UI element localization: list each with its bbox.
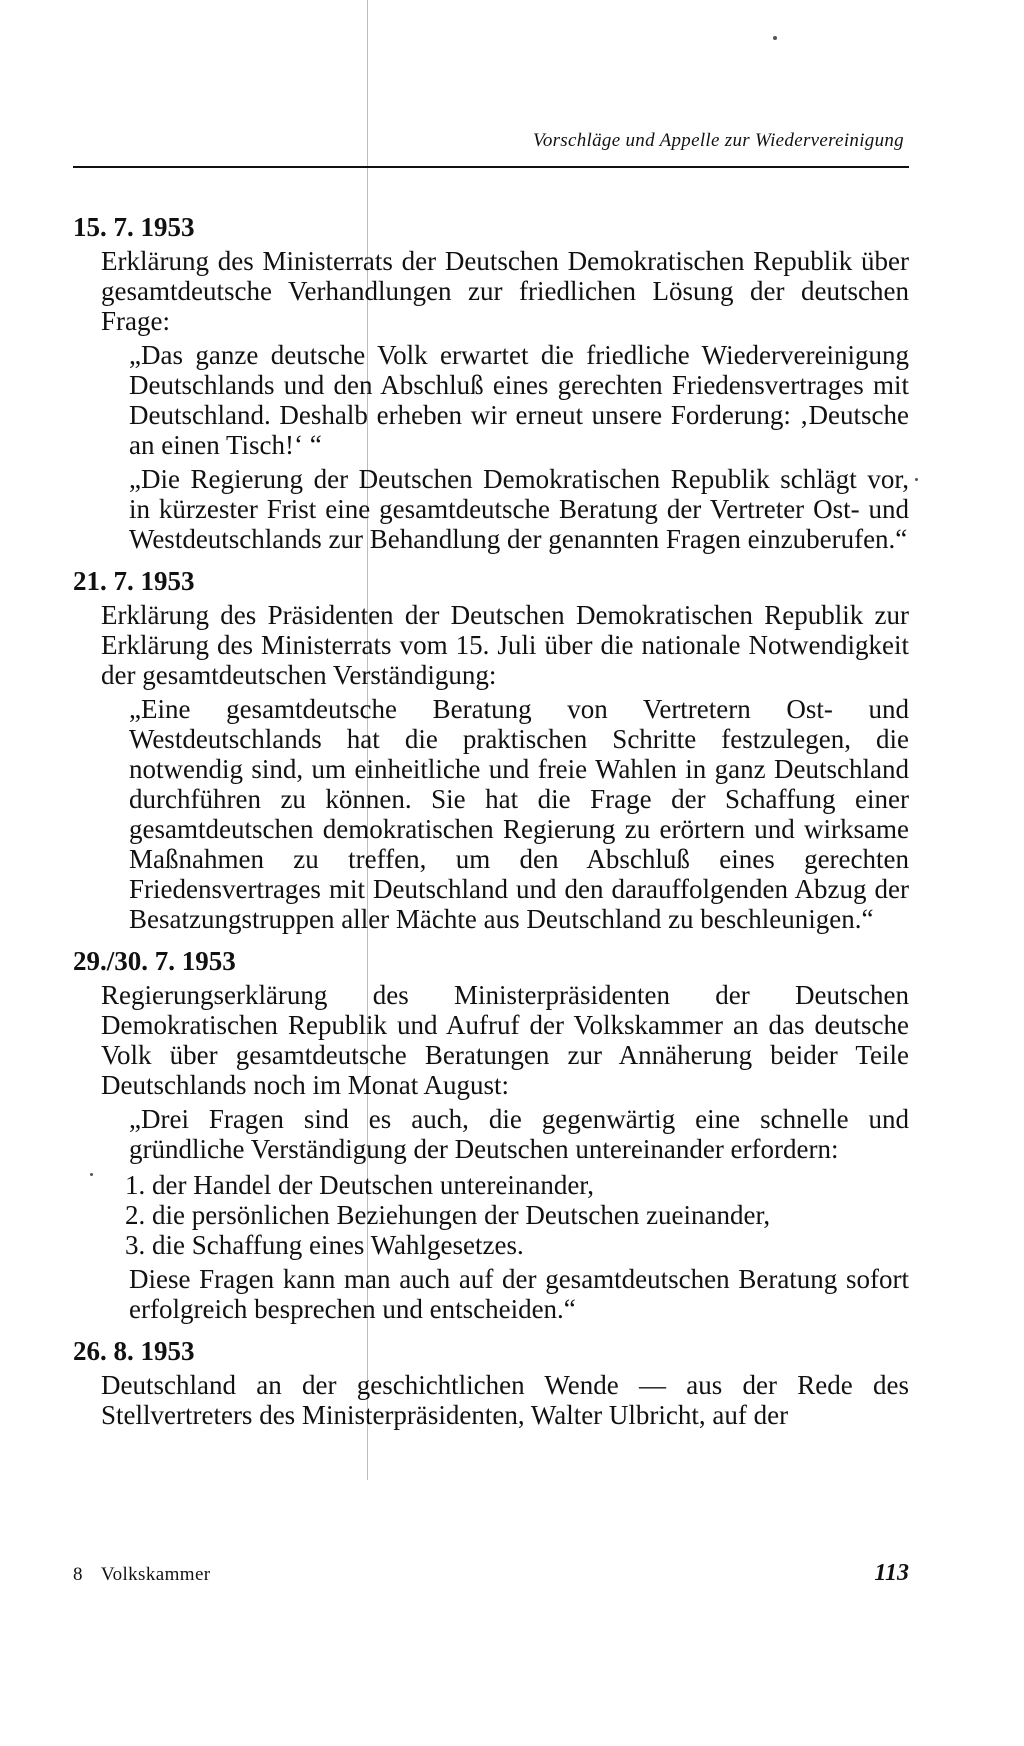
entry-description: Deutschland an der geschichtlichen Wende — aus der Rede des Stellvertreters des Ministerpräsidenten, Walter Ulbricht, auf der xyxy=(101,1370,909,1430)
entry-date: 29./30. 7. 1953 xyxy=(73,946,236,976)
entry-quote: „Eine gesamtdeutsche Beratung von Vertretern Ost- und Westdeutschlands hat die praktischen Schritte festzulegen, die notwendig sind, um einheitliche und freie Wahlen in ganz Deutschland durchführen zu können. Sie hat die Frage der Schaffung einer gesamtdeutschen demokratischen Regierung zu erörtern und wirksame Maßnahmen zu treffen, um den Abschluß eines gerechten Friedensvertrages mit Deutschland und den darauffolgenden Abzug der Besatzungstruppen aller Mächte aus Deutschland zu beschleunigen.“ xyxy=(129,694,909,934)
entry-quote-intro: „Drei Fragen sind es auch, die gegenwärtig eine schnelle und gründliche Verständigung der Deutschen untereinander erfordern: xyxy=(129,1104,909,1164)
entry-description: Erklärung des Ministerrats der Deutschen Demokratischen Republik über gesamtdeutsche Verhandlungen zur friedlichen Lösung der deutschen Frage: xyxy=(101,246,909,336)
entry-1953-07-29-30 xyxy=(73,944,909,1324)
entry-quote: „Das ganze deutsche Volk erwartet die friedliche Wiedervereinigung Deutschlands und den Abschluß eines gerechten Friedensvertrages mit Deutschland. Deshalb erheben wir erneut unsere Forderung: ‚Deutsche an einen Tisch!‘ “ xyxy=(129,340,909,460)
scan-speck xyxy=(915,478,918,481)
entry-1953-07-15 xyxy=(73,210,909,554)
entry-date: 21. 7. 1953 xyxy=(73,566,195,596)
header-rule xyxy=(73,166,909,168)
entry-description: Regierungserklärung des Ministerpräsidenten der Deutschen Demokratischen Republik und Aufruf der Volkskammer an das deutsche Volk über gesamtdeutsche Beratungen zur Annäherung beider Teile Deutschlands noch im Monat August: xyxy=(101,980,909,1100)
entry-quote-outro: Diese Fragen kann man auch auf der gesamtdeutschen Beratung sofort erfolgreich besprechen und entscheiden.“ xyxy=(129,1264,909,1324)
entry-date: 26. 8. 1953 xyxy=(73,1336,195,1366)
page-number: 113 xyxy=(874,1560,909,1586)
entry-1953-07-21 xyxy=(73,564,909,934)
quote-list xyxy=(73,1170,909,1260)
signature-mark: 8 xyxy=(73,1564,83,1585)
entry-date: 15. 7. 1953 xyxy=(73,212,195,242)
scan-speck xyxy=(773,36,777,40)
page-body xyxy=(73,200,909,1440)
entry-description: Erklärung des Präsidenten der Deutschen Demokratischen Republik zur Erklärung des Ministerrats vom 15. Juli über die nationale Notwendigkeit der gesamtdeutschen Verständigung: xyxy=(101,600,909,690)
scan-speck xyxy=(90,1173,93,1176)
list-item: 3. die Schaffung eines Wahlgesetzes. xyxy=(125,1230,524,1260)
running-head: Vorschläge und Appelle zur Wiedervereinigung xyxy=(533,130,904,151)
entry-quote: „Die Regierung der Deutschen Demokratischen Republik schlägt vor, in kürzester Frist eine gesamtdeutsche Beratung der Vertreter Ost- und Westdeutschlands zur Behandlung der genannten Fragen einzuberufen.“ xyxy=(129,464,909,554)
signature-label: Volkskammer xyxy=(100,1564,211,1585)
list-item: 2. die persönlichen Beziehungen der Deutschen zueinander, xyxy=(125,1200,771,1230)
signature-line xyxy=(73,1564,211,1586)
page-footer xyxy=(73,1560,909,1587)
entry-1953-08-26 xyxy=(73,1334,909,1430)
list-item: 1. der Handel der Deutschen untereinander, xyxy=(125,1170,594,1200)
